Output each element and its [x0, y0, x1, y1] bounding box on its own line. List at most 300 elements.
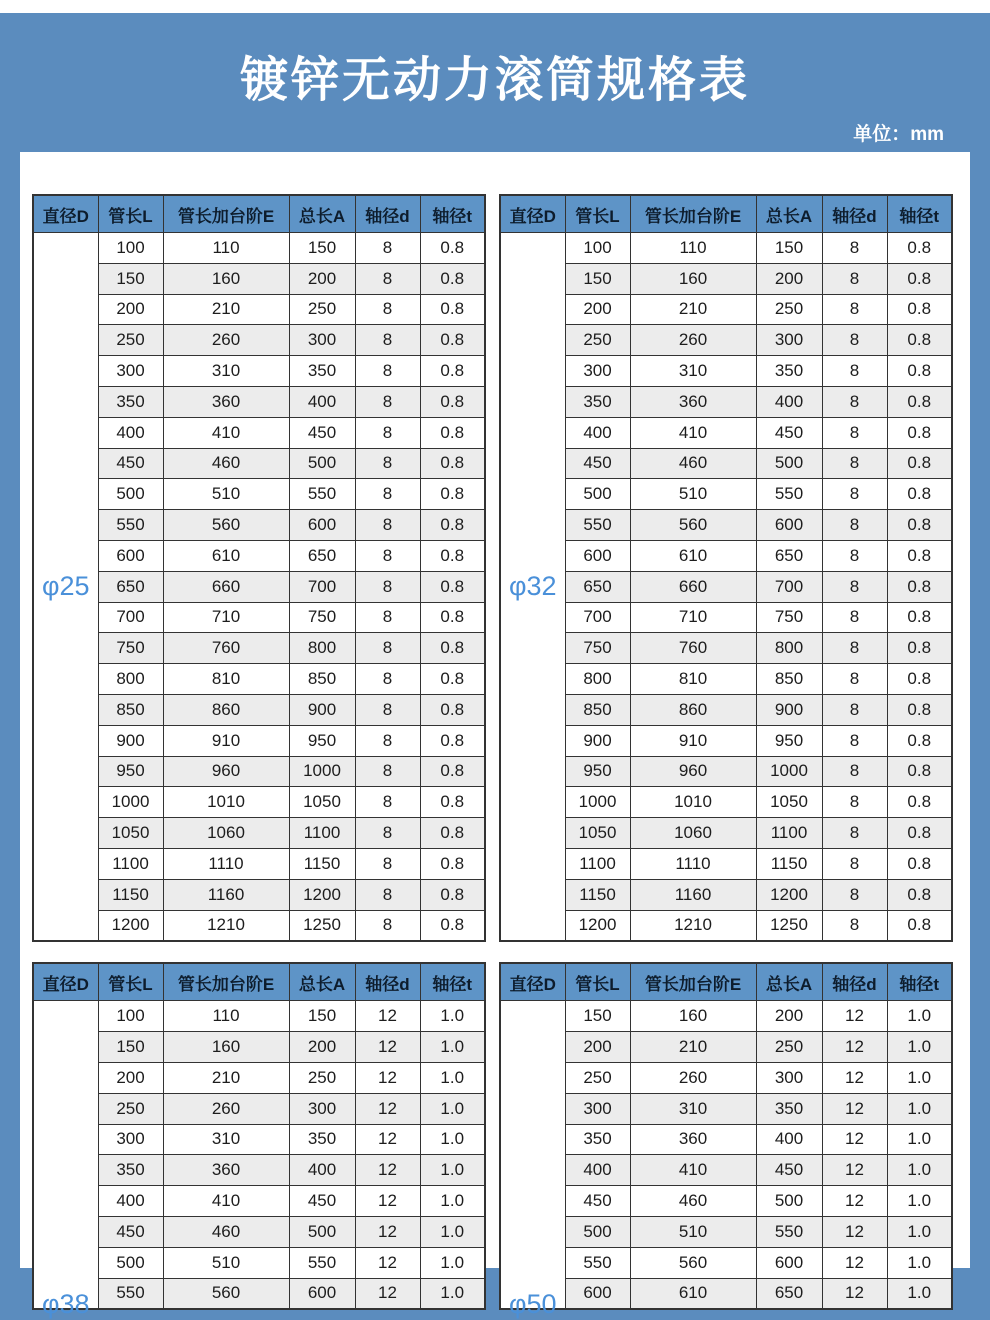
content-card	[20, 152, 970, 1320]
table-row	[33, 510, 485, 541]
spec-cell: 8	[822, 694, 887, 725]
table-row	[33, 848, 485, 879]
spec-cell: 8	[822, 756, 887, 787]
spec-cell: 510	[163, 1247, 289, 1278]
spec-cell: 400	[756, 1124, 822, 1155]
spec-cell: 0.8	[887, 417, 952, 448]
table-row	[500, 263, 952, 294]
spec-cell: 960	[630, 756, 756, 787]
spec-cell: 600	[756, 510, 822, 541]
spec-cell: 1100	[756, 818, 822, 849]
spec-cell: 350	[756, 356, 822, 387]
table-row	[500, 479, 952, 510]
spec-cell: 150	[756, 233, 822, 264]
spec-cell: 8	[822, 787, 887, 818]
spec-cell: 350	[289, 1124, 355, 1155]
spec-cell: 1010	[163, 787, 289, 818]
spec-cell: 0.8	[887, 571, 952, 602]
spec-cell: 760	[163, 633, 289, 664]
spec-cell: 8	[822, 725, 887, 756]
spec-cell: 860	[630, 694, 756, 725]
spec-cell: 1.0	[420, 1186, 485, 1217]
spec-cell: 1050	[565, 818, 630, 849]
spec-cell: 250	[756, 294, 822, 325]
spec-cell: 12	[355, 1216, 420, 1247]
spec-cell: 1.0	[887, 1247, 952, 1278]
spec-cell: 1250	[289, 910, 355, 941]
table-row	[500, 848, 952, 879]
column-header: 总长A	[289, 195, 355, 233]
spec-cell: 8	[822, 448, 887, 479]
spec-cell: 950	[98, 756, 163, 787]
spec-cell: 0.8	[887, 633, 952, 664]
spec-cell: 200	[289, 1032, 355, 1063]
spec-cell: 400	[289, 386, 355, 417]
spec-cell: 560	[163, 1278, 289, 1309]
spec-cell: 160	[163, 263, 289, 294]
spec-cell: 8	[822, 233, 887, 264]
spec-cell: 0.8	[887, 448, 952, 479]
spec-cell: 460	[163, 448, 289, 479]
spec-cell: 550	[289, 1247, 355, 1278]
spec-cell: 8	[822, 263, 887, 294]
spec-cell: 460	[630, 1186, 756, 1217]
spec-cell: 210	[630, 1032, 756, 1063]
spec-cell: 8	[355, 540, 420, 571]
spec-cell: 0.8	[420, 694, 485, 725]
table-row	[500, 386, 952, 417]
column-header: 总长A	[289, 963, 355, 1001]
spec-cell: 12	[355, 1001, 420, 1032]
table-row	[33, 1093, 485, 1124]
spec-cell: 450	[289, 1186, 355, 1217]
column-header: 管长L	[565, 195, 630, 233]
spec-cell: 0.8	[420, 879, 485, 910]
table-row	[33, 910, 485, 941]
column-header: 轴径t	[887, 195, 952, 233]
spec-cell: 8	[822, 356, 887, 387]
table-row	[33, 1155, 485, 1186]
spec-cell: 510	[630, 479, 756, 510]
spec-cell: 360	[163, 1155, 289, 1186]
spec-cell: 850	[756, 664, 822, 695]
spec-cell: 0.8	[420, 725, 485, 756]
diameter-label: φ32	[500, 233, 565, 942]
table-row	[500, 417, 952, 448]
column-header: 直径D	[33, 963, 98, 1001]
spec-cell: 12	[822, 1278, 887, 1309]
spec-cell: 12	[822, 1124, 887, 1155]
spec-cell: 0.8	[887, 848, 952, 879]
spec-cell: 300	[289, 1093, 355, 1124]
table-row	[500, 694, 952, 725]
spec-cell: 550	[565, 510, 630, 541]
spec-cell: 410	[630, 417, 756, 448]
column-header: 直径D	[33, 195, 98, 233]
spec-cell: 410	[163, 1186, 289, 1217]
spec-cell: 0.8	[887, 879, 952, 910]
spec-cell: 510	[630, 1216, 756, 1247]
spec-cell: 300	[565, 356, 630, 387]
column-header: 总长A	[756, 195, 822, 233]
spec-cell: 650	[98, 571, 163, 602]
spec-cell: 12	[355, 1032, 420, 1063]
spec-cell: 0.8	[887, 386, 952, 417]
spec-cell: 800	[565, 664, 630, 695]
table-row	[33, 1032, 485, 1063]
spec-cell: 900	[289, 694, 355, 725]
table-row	[33, 1124, 485, 1155]
spec-cell: 8	[355, 479, 420, 510]
spec-cell: 1.0	[420, 1062, 485, 1093]
spec-cell: 8	[822, 818, 887, 849]
spec-cell: 600	[565, 1278, 630, 1309]
table-row	[33, 725, 485, 756]
spec-cell: 760	[630, 633, 756, 664]
column-header: 轴径d	[822, 963, 887, 1001]
spec-cell: 410	[630, 1155, 756, 1186]
spec-cell: 200	[756, 1001, 822, 1032]
spec-cell: 8	[822, 602, 887, 633]
spec-cell: 8	[355, 725, 420, 756]
spec-cell: 550	[289, 479, 355, 510]
column-header: 管长L	[565, 963, 630, 1001]
table-row	[500, 1186, 952, 1217]
spec-cell: 500	[756, 1186, 822, 1217]
table-row	[500, 787, 952, 818]
table-row	[500, 1001, 952, 1032]
spec-cell: 950	[289, 725, 355, 756]
spec-cell: 650	[289, 540, 355, 571]
spec-cell: 400	[98, 1186, 163, 1217]
spec-cell: 750	[98, 633, 163, 664]
spec-cell: 650	[565, 571, 630, 602]
spec-cell: 8	[355, 787, 420, 818]
spec-cell: 1.0	[420, 1001, 485, 1032]
spec-cell: 8	[822, 417, 887, 448]
spec-cell: 500	[756, 448, 822, 479]
spec-cell: 8	[355, 664, 420, 695]
spec-cell: 1.0	[420, 1247, 485, 1278]
spec-cell: 460	[630, 448, 756, 479]
spec-cell: 0.8	[887, 510, 952, 541]
table-row	[33, 694, 485, 725]
table-row	[33, 417, 485, 448]
spec-cell: 1.0	[420, 1124, 485, 1155]
spec-cell: 8	[355, 510, 420, 541]
spec-cell: 1050	[98, 818, 163, 849]
spec-cell: 0.8	[420, 356, 485, 387]
spec-cell: 310	[630, 1093, 756, 1124]
spec-cell: 1.0	[887, 1155, 952, 1186]
spec-cell: 0.8	[420, 848, 485, 879]
spec-cell: 1000	[565, 787, 630, 818]
spec-cell: 250	[565, 1062, 630, 1093]
spec-cell: 8	[822, 664, 887, 695]
spec-cell: 1060	[163, 818, 289, 849]
spec-cell: 560	[630, 1247, 756, 1278]
table-row	[500, 1062, 952, 1093]
spec-cell: 0.8	[420, 910, 485, 941]
table-row	[33, 386, 485, 417]
spec-cell: 1.0	[887, 1124, 952, 1155]
spec-cell: 750	[289, 602, 355, 633]
unit-label: 单位：mm	[853, 124, 944, 145]
spec-cell: 550	[98, 1278, 163, 1309]
header-row	[33, 195, 485, 233]
spec-cell: 450	[565, 1186, 630, 1217]
table-row	[500, 294, 952, 325]
spec-cell: 360	[163, 386, 289, 417]
spec-cell: 0.8	[887, 294, 952, 325]
spec-cell: 500	[565, 1216, 630, 1247]
spec-cell: 8	[822, 294, 887, 325]
table-row	[500, 1093, 952, 1124]
spec-cell: 400	[756, 386, 822, 417]
spec-cell: 1200	[756, 879, 822, 910]
spec-cell: 200	[98, 1062, 163, 1093]
spec-cell: 1.0	[420, 1093, 485, 1124]
spec-cell: 250	[98, 325, 163, 356]
spec-cell: 400	[289, 1155, 355, 1186]
header-row	[500, 195, 952, 233]
spec-cell: 550	[98, 510, 163, 541]
spec-cell: 400	[98, 417, 163, 448]
spec-cell: 1160	[163, 879, 289, 910]
spec-cell: 8	[822, 848, 887, 879]
column-header: 总长A	[756, 963, 822, 1001]
spec-table-phi32	[499, 194, 953, 942]
spec-cell: 1.0	[420, 1155, 485, 1186]
spec-cell: 810	[630, 664, 756, 695]
spec-cell: 1100	[565, 848, 630, 879]
spec-cell: 600	[98, 540, 163, 571]
spec-cell: 450	[289, 417, 355, 448]
spec-cell: 660	[163, 571, 289, 602]
header-row	[500, 963, 952, 1001]
table-row	[33, 263, 485, 294]
spec-cell: 0.8	[420, 479, 485, 510]
spec-cell: 850	[565, 694, 630, 725]
spec-cell: 8	[822, 386, 887, 417]
spec-cell: 0.8	[420, 263, 485, 294]
spec-cell: 360	[630, 1124, 756, 1155]
spec-cell: 200	[289, 263, 355, 294]
spec-cell: 8	[355, 602, 420, 633]
spec-cell: 200	[756, 263, 822, 294]
spec-cell: 1.0	[887, 1062, 952, 1093]
spec-cell: 310	[630, 356, 756, 387]
spec-cell: 1000	[98, 787, 163, 818]
spec-cell: 300	[756, 1062, 822, 1093]
table-row	[500, 910, 952, 941]
spec-cell: 210	[630, 294, 756, 325]
table-row	[33, 540, 485, 571]
spec-table-phi25	[32, 194, 486, 942]
spec-cell: 900	[756, 694, 822, 725]
spec-cell: 450	[565, 448, 630, 479]
spec-cell: 360	[630, 386, 756, 417]
column-header: 管长L	[98, 963, 163, 1001]
spec-cell: 12	[822, 1062, 887, 1093]
spec-cell: 0.8	[420, 571, 485, 602]
spec-cell: 300	[565, 1093, 630, 1124]
spec-cell: 8	[355, 356, 420, 387]
spec-cell: 160	[630, 263, 756, 294]
spec-cell: 12	[822, 1216, 887, 1247]
spec-cell: 210	[163, 294, 289, 325]
table-row	[33, 294, 485, 325]
spec-cell: 0.8	[420, 540, 485, 571]
spec-cell: 600	[756, 1247, 822, 1278]
spec-cell: 150	[565, 1001, 630, 1032]
spec-cell: 1100	[289, 818, 355, 849]
spec-cell: 410	[163, 417, 289, 448]
column-header: 轴径d	[822, 195, 887, 233]
spec-cell: 0.8	[420, 233, 485, 264]
spec-cell: 350	[565, 1124, 630, 1155]
spec-cell: 8	[355, 417, 420, 448]
spec-cell: 8	[822, 510, 887, 541]
spec-cell: 950	[756, 725, 822, 756]
spec-cell: 510	[163, 479, 289, 510]
column-header: 轴径t	[420, 963, 485, 1001]
spec-cell: 1.0	[887, 1186, 952, 1217]
spec-cell: 8	[355, 879, 420, 910]
spec-cell: 0.8	[420, 510, 485, 541]
tables-grid	[32, 194, 951, 1320]
spec-cell: 210	[163, 1062, 289, 1093]
spec-cell: 8	[822, 910, 887, 941]
spec-cell: 0.8	[420, 325, 485, 356]
spec-cell: 700	[565, 602, 630, 633]
spec-cell: 110	[163, 233, 289, 264]
column-header: 轴径t	[887, 963, 952, 1001]
spec-cell: 1100	[98, 848, 163, 879]
spec-cell: 0.8	[887, 233, 952, 264]
spec-cell: 8	[822, 325, 887, 356]
spec-cell: 700	[289, 571, 355, 602]
table-row	[500, 879, 952, 910]
spec-cell: 150	[98, 263, 163, 294]
spec-cell: 12	[822, 1001, 887, 1032]
table-row	[500, 1124, 952, 1155]
spec-cell: 200	[565, 294, 630, 325]
spec-cell: 0.8	[420, 818, 485, 849]
spec-cell: 260	[630, 1062, 756, 1093]
table-row	[500, 1216, 952, 1247]
spec-cell: 1110	[630, 848, 756, 879]
spec-cell: 250	[289, 294, 355, 325]
spec-cell: 1200	[289, 879, 355, 910]
spec-cell: 500	[289, 1216, 355, 1247]
spec-cell: 450	[98, 448, 163, 479]
spec-cell: 0.8	[420, 756, 485, 787]
table-row	[500, 1155, 952, 1186]
spec-cell: 300	[98, 356, 163, 387]
column-header: 直径D	[500, 195, 565, 233]
spec-cell: 650	[756, 540, 822, 571]
spec-cell: 260	[630, 325, 756, 356]
spec-cell: 250	[565, 325, 630, 356]
spec-cell: 200	[98, 294, 163, 325]
spec-cell: 0.8	[887, 694, 952, 725]
spec-cell: 1.0	[887, 1216, 952, 1247]
spec-table-phi50	[499, 962, 953, 1320]
spec-cell: 1.0	[887, 1001, 952, 1032]
spec-cell: 1.0	[887, 1278, 952, 1309]
table-row	[500, 756, 952, 787]
spec-cell: 8	[822, 571, 887, 602]
table-row	[500, 664, 952, 695]
diameter-label: φ25	[33, 233, 98, 942]
table-row	[33, 1247, 485, 1278]
spec-cell: 12	[822, 1247, 887, 1278]
table-row	[33, 818, 485, 849]
spec-cell: 1060	[630, 818, 756, 849]
spec-cell: 1210	[630, 910, 756, 941]
diameter-label: φ50	[500, 1001, 565, 1309]
spec-cell: 100	[565, 233, 630, 264]
spec-cell: 0.8	[887, 479, 952, 510]
spec-cell: 500	[98, 1247, 163, 1278]
spec-cell: 8	[355, 694, 420, 725]
spec-cell: 0.8	[887, 910, 952, 941]
table-row	[33, 602, 485, 633]
spec-cell: 1150	[289, 848, 355, 879]
spec-cell: 700	[98, 602, 163, 633]
spec-cell: 500	[289, 448, 355, 479]
spec-cell: 1250	[756, 910, 822, 941]
table-row	[33, 571, 485, 602]
spec-cell: 0.8	[420, 602, 485, 633]
spec-cell: 1000	[289, 756, 355, 787]
spec-cell: 12	[822, 1032, 887, 1063]
table-row	[33, 233, 485, 264]
spec-cell: 8	[355, 910, 420, 941]
spec-cell: 450	[98, 1216, 163, 1247]
spec-cell: 1010	[630, 787, 756, 818]
spec-cell: 1000	[756, 756, 822, 787]
spec-cell: 12	[355, 1124, 420, 1155]
table-row	[500, 725, 952, 756]
table-row	[500, 325, 952, 356]
banner	[0, 13, 990, 152]
spec-cell: 1110	[163, 848, 289, 879]
spec-cell: 1150	[565, 879, 630, 910]
column-header: 管长加台阶E	[630, 195, 756, 233]
spec-cell: 810	[163, 664, 289, 695]
spec-cell: 350	[756, 1093, 822, 1124]
spec-cell: 1.0	[887, 1032, 952, 1063]
spec-cell: 610	[630, 1278, 756, 1309]
spec-cell: 8	[355, 848, 420, 879]
table-row	[500, 1278, 952, 1309]
spec-cell: 150	[565, 263, 630, 294]
spec-cell: 8	[822, 479, 887, 510]
spec-cell: 0.8	[420, 664, 485, 695]
table-row	[500, 818, 952, 849]
spec-cell: 0.8	[887, 602, 952, 633]
spec-cell: 500	[98, 479, 163, 510]
spec-cell: 350	[289, 356, 355, 387]
table-row	[500, 1032, 952, 1063]
spec-cell: 400	[565, 417, 630, 448]
spec-cell: 100	[98, 1001, 163, 1032]
spec-cell: 450	[756, 417, 822, 448]
spec-cell: 8	[355, 233, 420, 264]
spec-cell: 700	[756, 571, 822, 602]
